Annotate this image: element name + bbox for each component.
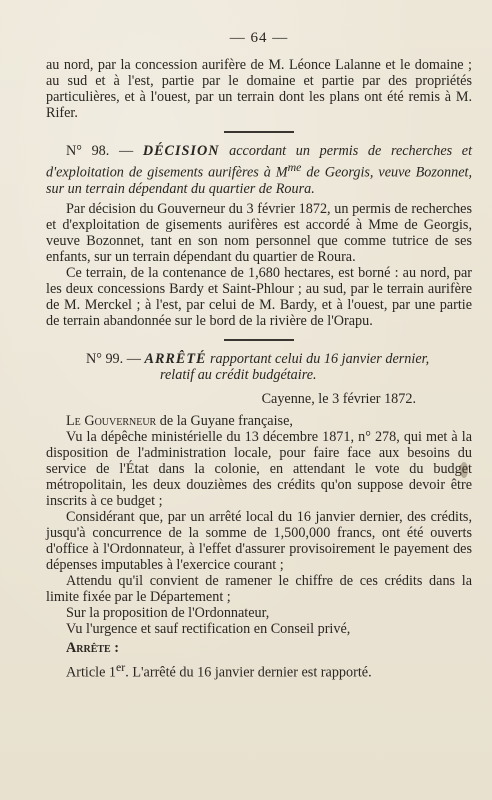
paper-speckle (460, 462, 468, 478)
section-98-paragraph-1: Par décision du Gouverneur du 3 février 1872, un permis de recherches et d'exploitation de gisements aurifères est accordé à Mme de Georgis, veuve Bozonnet, tant en son nom personnel que comme tutrice de ses enfants, sur un terrain dépendant du quartier de Roura. (46, 200, 472, 265)
section-98-title-sup: me (287, 160, 302, 174)
article-text: . L'arrêté du 16 janvier dernier est rapporté. (125, 664, 372, 681)
opening-rest: de la Guyane française, (159, 412, 293, 429)
section-98-paragraph-2: Ce terrain, de la contenance de 1,680 hectares, est borné : au nord, par les deux concessions Bardy et Saint-Phlour ; au sud, par le terrain aurifère de M. Merckel ; à l'est, par celui de M. Bardy, et à l'ouest, par une partie de terrain abandonnée sur le bord de la rivière de l'Orapu. (46, 264, 472, 329)
section-99-title-line-1: rapportant celui du 16 janvier dernier, (210, 350, 430, 367)
arrete-label: Arrête : (66, 639, 119, 656)
document-date: Cayenne, le 3 février 1872. (261, 390, 416, 407)
considerant-paragraph: Considérant que, par un arrêté local du 16 janvier dernier, des crédits, jusqu'à concurrence de la somme de 1,500,000 francs, ont été ouverts d'office à l'Ordonnateur, à l'effet d'assurer provisoirement le payement des dépenses imputables à l'exercice courant ; (46, 508, 472, 573)
intro-paragraph: au nord, par la concession aurifère de M. Léonce Lalanne et le domaine ; au sud et à l'est, partie par le domaine et partie par des propriétés particulières, et à l'ouest, par un terrain dont les plans ont été remis à M. Rifer. (46, 57, 472, 121)
vu-urgence-paragraph: Vu l'urgence et sauf rectification en Conseil privé, (66, 620, 351, 637)
section-98-title-tail: sur un terrain dépendant du quartier de Roura. (46, 180, 315, 197)
section-divider (224, 339, 294, 341)
article-sup: er (116, 659, 126, 674)
attendu-paragraph: Attendu qu'il convient de ramener le chiffre de ces crédits dans la limite fixée par le Département ; (46, 572, 472, 605)
section-98-number: N° 98. — (66, 143, 134, 159)
section-98-title: accordant un permis de recherches et d'exploitation de gisements aurifères à M (46, 143, 473, 181)
opening-smallcaps: Le Gouverneur (66, 412, 157, 429)
vu-depeche-paragraph: Vu la dépêche ministérielle du 13 décembre 1871, n° 278, qui met à la disposition de l'administration locale, pour faire face aux besoins du service de l'État dans la colonie, en attendant le vote du budget métropolitain, les deux douzièmes des crédits qu'on suppose devoir être inscrits à ce budget ; (46, 428, 472, 509)
section-98-title-name: de Georgis, veuve Bozonnet, (306, 164, 472, 181)
page-number: — 64 — (229, 30, 289, 46)
section-98-keyword: DÉCISION (142, 143, 220, 159)
section-99-number: N° 99. — (86, 350, 141, 367)
section-98-heading (46, 143, 472, 197)
section-divider (224, 131, 294, 133)
section-99-title-line-2: relatif au crédit budgétaire. (160, 366, 317, 383)
sur-proposition-paragraph: Sur la proposition de l'Ordonnateur, (66, 604, 270, 621)
opening-line (46, 413, 472, 429)
section-99-heading (46, 351, 472, 383)
article-1 (46, 659, 472, 681)
article-prefix: Article 1 (66, 664, 117, 681)
section-99-keyword: ARRÊTÉ (144, 350, 207, 367)
